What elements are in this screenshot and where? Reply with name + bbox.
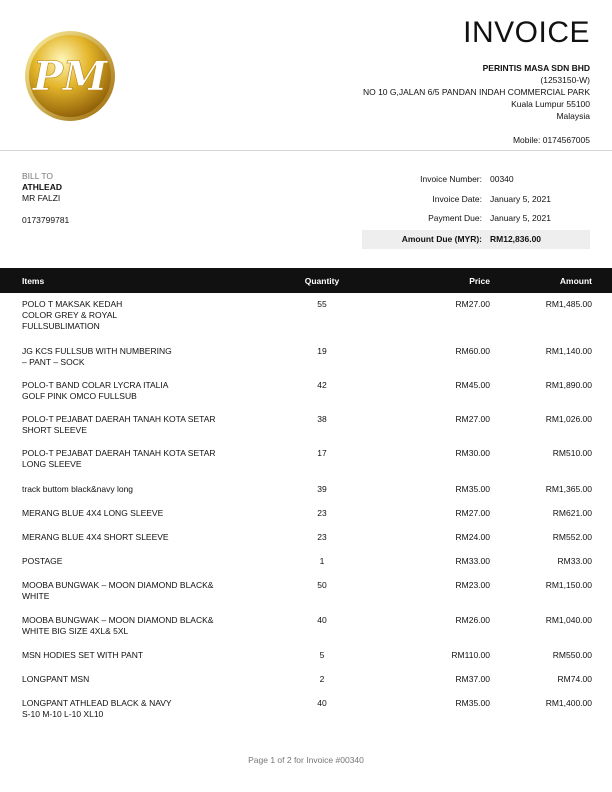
table-row [0,550,612,574]
item-amount: RM510.00 [552,448,592,458]
table-row [0,408,612,442]
payment-due-value: January 5, 2021 [490,213,551,224]
table-row [0,692,612,726]
table-row [0,374,612,408]
table-row [0,340,612,374]
item-amount: RM1,140.00 [545,346,592,356]
item-quantity: 40 [317,615,327,625]
item-quantity: 50 [317,580,327,590]
item-quantity: 40 [317,698,327,708]
column-header-items: Items [22,276,45,286]
item-amount: RM552.00 [552,532,592,542]
invoice-number-value: 00340 [490,174,514,185]
company-name: PERINTIS MASA SDN BHD [482,63,590,73]
table-row [0,526,612,550]
item-description: POLO-T PEJABAT DAERAH TANAH KOTA SETAR LONG SLEEVE [22,448,216,469]
item-price: RM24.00 [455,532,490,542]
client-contact: MR FALZI [22,193,61,203]
item-quantity: 39 [317,484,327,494]
item-description: MSN HODIES SET WITH PANT [22,650,144,660]
item-amount: RM1,400.00 [545,698,592,708]
item-quantity: 38 [317,414,327,424]
item-price: RM33.00 [455,556,490,566]
item-price: RM23.00 [455,580,490,590]
item-amount: RM550.00 [552,650,592,660]
company-address-line-2: Kuala Lumpur 55100 [511,99,590,109]
item-price: RM27.00 [455,414,490,424]
table-row [0,502,612,526]
item-amount: RM1,026.00 [545,414,592,424]
item-quantity: 17 [317,448,327,458]
item-amount: RM1,890.00 [545,380,592,390]
item-description: MOOBA BUNGWAK – MOON DIAMOND BLACK& WHITE [22,580,214,601]
item-description: MOOBA BUNGWAK – MOON DIAMOND BLACK& WHITE BIG SIZE 4XL& 5XL [22,615,214,636]
item-description: track buttom black&navy long [22,484,134,494]
item-amount: RM1,485.00 [545,299,592,309]
item-price: RM35.00 [455,698,490,708]
company-country: Malaysia [556,111,590,121]
company-info [363,62,590,146]
amount-due-value: RM12,836.00 [490,233,542,244]
table-row [0,644,612,668]
item-price: RM45.00 [455,380,490,390]
company-address-line-1: NO 10 G,JALAN 6/5 PANDAN INDAH COMMERCIAL PARK [362,87,590,97]
item-description: LONGPANT ATHLEAD BLACK & NAVY S-10 M-10 L-10 XL10 [22,698,172,719]
item-quantity: 1 [319,556,325,566]
invoice-meta [362,170,590,249]
payment-due-row [362,209,590,229]
bill-to-label: BILL TO [22,171,54,181]
client-phone: 0173799781 [22,215,70,225]
logo-monogram: PM [32,53,108,100]
amount-due-label: Amount Due (MYR): [401,233,482,244]
item-price: RM27.00 [455,508,490,518]
invoice-date-value: January 5, 2021 [490,193,551,204]
item-price: RM110.00 [451,650,490,660]
table-row [0,668,612,692]
table-row [0,442,612,478]
item-amount: RM1,040.00 [545,615,592,625]
item-quantity: 5 [319,650,325,660]
item-quantity: 19 [317,346,327,356]
table-row [0,293,612,340]
amount-due-row [362,230,590,250]
invoice-date-row [362,190,590,210]
item-description: JG KCS FULLSUB WITH NUMBERING – PANT – SOCK [22,346,172,367]
items-table-body [0,293,612,726]
item-amount: RM1,150.00 [545,580,592,590]
column-header-amount: Amount [559,276,592,286]
item-description: MERANG BLUE 4X4 SHORT SLEEVE [22,532,169,542]
item-quantity: 55 [317,299,327,309]
item-description: POSTAGE [22,556,63,566]
item-amount: RM1,365.00 [545,484,592,494]
bill-to-block [22,171,69,226]
company-logo [24,30,116,122]
item-description: MERANG BLUE 4X4 LONG SLEEVE [22,508,164,518]
page-footer: Page 1 of 2 for Invoice #00340 [248,755,364,765]
table-row [0,478,612,502]
document-title: INVOICE [463,16,590,49]
item-quantity: 23 [317,532,327,542]
item-price: RM37.00 [455,674,490,684]
table-row [0,609,612,644]
item-quantity: 42 [317,380,327,390]
item-description: POLO-T PEJABAT DAERAH TANAH KOTA SETAR SHORT SLEEVE [22,414,216,435]
company-mobile: Mobile: 0174567005 [512,135,590,145]
header-divider [0,150,612,151]
item-amount: RM621.00 [552,508,592,518]
invoice-date-label: Invoice Date: [432,193,482,204]
item-quantity: 2 [319,674,325,684]
item-price: RM35.00 [455,484,490,494]
item-description: POLO T MAKSAK KEDAH COLOR GREY & ROYAL FULLSUBLIMATION [22,299,123,331]
invoice-number-row [362,170,590,190]
company-registration: (1253150-W) [540,75,590,85]
item-quantity: 23 [317,508,327,518]
item-description: POLO-T BAND COLAR LYCRA ITALIA GOLF PINK OMCO FULLSUB [22,380,169,401]
invoice-number-label: Invoice Number: [420,174,482,185]
table-row [0,574,612,609]
item-price: RM30.00 [455,448,490,458]
item-description: LONGPANT MSN [22,674,90,684]
client-name: ATHLEAD [22,182,62,192]
items-table-header [0,268,612,293]
item-price: RM60.00 [455,346,490,356]
item-price: RM26.00 [455,615,490,625]
item-amount: RM33.00 [557,556,592,566]
column-header-quantity: Quantity [304,276,340,286]
item-price: RM27.00 [455,299,490,309]
payment-due-label: Payment Due: [428,213,482,224]
column-header-price: Price [469,276,490,286]
item-amount: RM74.00 [557,674,592,684]
